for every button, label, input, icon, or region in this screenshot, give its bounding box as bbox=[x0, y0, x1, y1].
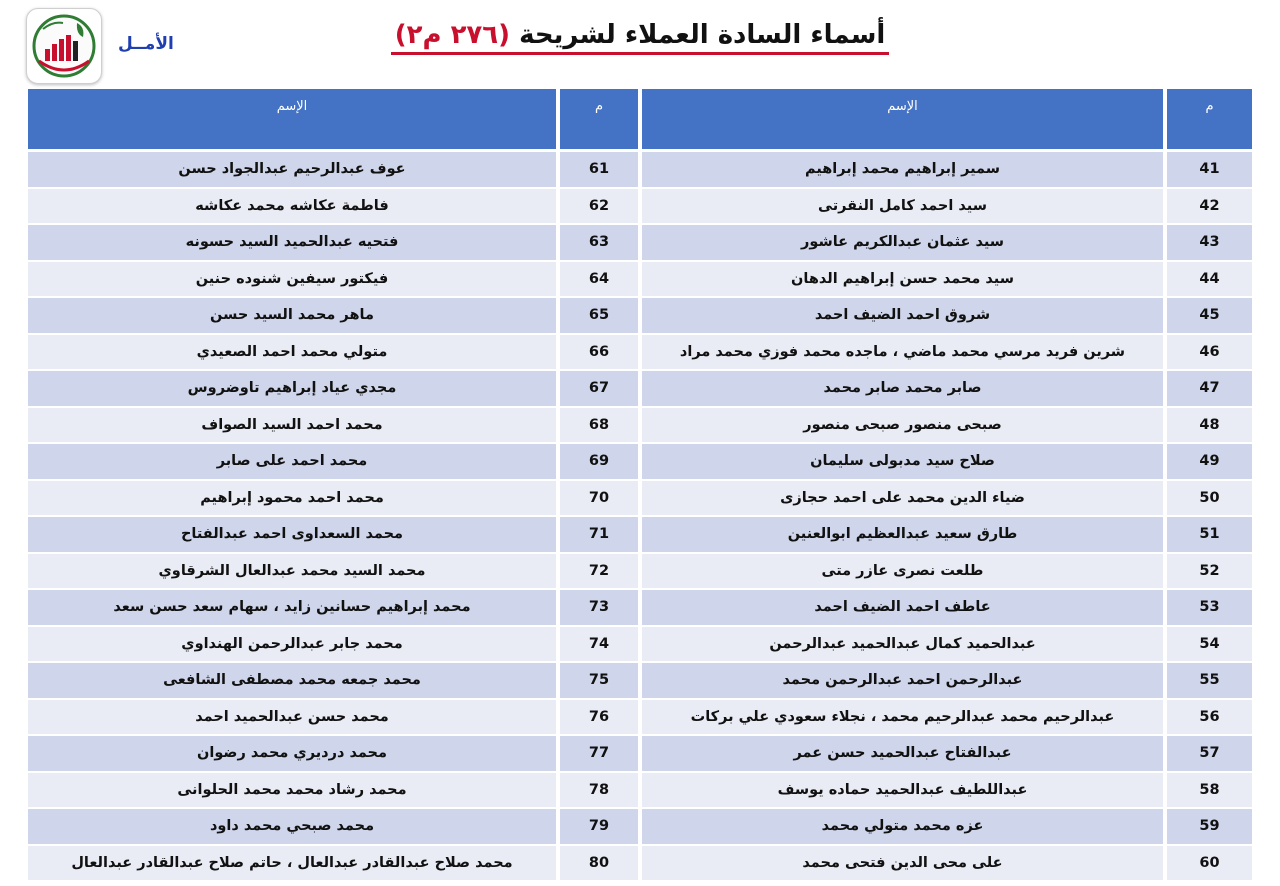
cell-name: محمد جمعه محمد مصطفى الشافعى bbox=[26, 663, 558, 700]
table-row bbox=[26, 262, 1254, 299]
cell-name: محمد صلاح عبدالقادر عبدالعال ، حاتم صلاح عبدالقادر عبدالعال bbox=[26, 846, 558, 883]
table-row bbox=[26, 371, 1254, 408]
cell-name: محمد احمد محمود إبراهيم bbox=[26, 481, 558, 518]
cell-number: 54 bbox=[1165, 627, 1254, 664]
header-number-left: م bbox=[558, 89, 640, 149]
cell-name: محمد احمد السيد الصواف bbox=[26, 408, 558, 445]
cell-number: 78 bbox=[558, 773, 640, 810]
cell-number: 76 bbox=[558, 700, 640, 737]
header-number-right: م bbox=[1165, 89, 1254, 149]
cell-number: 73 bbox=[558, 590, 640, 627]
cell-number: 59 bbox=[1165, 809, 1254, 846]
cell-number: 60 bbox=[1165, 846, 1254, 883]
table-row bbox=[26, 663, 1254, 700]
page-title bbox=[0, 20, 1280, 55]
cell-number: 56 bbox=[1165, 700, 1254, 737]
table-row bbox=[26, 481, 1254, 518]
cell-name: سيد محمد حسن إبراهيم الدهان bbox=[640, 262, 1165, 299]
cell-name: محمد إبراهيم حسانين زايد ، سهام سعد حسن سعد bbox=[26, 590, 558, 627]
cell-number: 77 bbox=[558, 736, 640, 773]
cell-number: 53 bbox=[1165, 590, 1254, 627]
cell-number: 61 bbox=[558, 152, 640, 189]
cell-name: محمد رشاد محمد محمد الحلوانى bbox=[26, 773, 558, 810]
table-row bbox=[26, 408, 1254, 445]
table-row bbox=[26, 335, 1254, 372]
table-row bbox=[26, 298, 1254, 335]
title-main: أسماء السادة العملاء لشريحة bbox=[519, 20, 886, 50]
cell-name: عبدالفتاح عبدالحميد حسن عمر bbox=[640, 736, 1165, 773]
table-row bbox=[26, 809, 1254, 846]
table-row bbox=[26, 517, 1254, 554]
cell-number: 71 bbox=[558, 517, 640, 554]
page-header bbox=[0, 0, 1280, 88]
cell-number: 65 bbox=[558, 298, 640, 335]
cell-number: 79 bbox=[558, 809, 640, 846]
cell-name: على محى الدين فتحى محمد bbox=[640, 846, 1165, 883]
cell-name: صبحى منصور صبحى منصور bbox=[640, 408, 1165, 445]
cell-number: 80 bbox=[558, 846, 640, 883]
cell-name: صلاح سيد مدبولى سليمان bbox=[640, 444, 1165, 481]
title-sub: (٢٧٦ م٢) bbox=[394, 20, 511, 50]
cell-name: فاطمة عكاشه محمد عكاشه bbox=[26, 189, 558, 226]
cell-name: ماهر محمد السيد حسن bbox=[26, 298, 558, 335]
table-row bbox=[26, 700, 1254, 737]
cell-number: 58 bbox=[1165, 773, 1254, 810]
cell-name: محمد جابر عبدالرحمن الهنداوي bbox=[26, 627, 558, 664]
cell-number: 62 bbox=[558, 189, 640, 226]
cell-name: متولي محمد احمد الصعيدي bbox=[26, 335, 558, 372]
cell-name: مجدي عياد إبراهيم تاوضروس bbox=[26, 371, 558, 408]
cell-name: محمد السعداوى احمد عبدالفتاح bbox=[26, 517, 558, 554]
clients-table-container bbox=[26, 89, 1254, 882]
cell-name: عزه محمد متولي محمد bbox=[640, 809, 1165, 846]
table-header-row bbox=[26, 89, 1254, 149]
cell-name: شرين فريد مرسي محمد ماضي ، ماجده محمد فوزي محمد مراد bbox=[640, 335, 1165, 372]
table-row bbox=[26, 444, 1254, 481]
cell-number: 72 bbox=[558, 554, 640, 591]
cell-name: محمد السيد محمد عبدالعال الشرقاوي bbox=[26, 554, 558, 591]
cell-name: عوف عبدالرحيم عبدالجواد حسن bbox=[26, 152, 558, 189]
cell-name: طلعت نصرى عازر متى bbox=[640, 554, 1165, 591]
cell-number: 70 bbox=[558, 481, 640, 518]
cell-name: سيد احمد كامل النقرتى bbox=[640, 189, 1165, 226]
cell-name: عاطف احمد الضيف احمد bbox=[640, 590, 1165, 627]
cell-name: محمد احمد على صابر bbox=[26, 444, 558, 481]
cell-number: 51 bbox=[1165, 517, 1254, 554]
cell-number: 50 bbox=[1165, 481, 1254, 518]
cell-name: محمد حسن عبدالحميد احمد bbox=[26, 700, 558, 737]
table-row bbox=[26, 554, 1254, 591]
cell-number: 42 bbox=[1165, 189, 1254, 226]
cell-name: عبدالرحمن احمد عبدالرحمن محمد bbox=[640, 663, 1165, 700]
cell-number: 43 bbox=[1165, 225, 1254, 262]
header-name-left: الإسم bbox=[26, 89, 558, 149]
cell-number: 55 bbox=[1165, 663, 1254, 700]
table-body bbox=[26, 152, 1254, 882]
cell-number: 41 bbox=[1165, 152, 1254, 189]
cell-number: 57 bbox=[1165, 736, 1254, 773]
cell-number: 74 bbox=[558, 627, 640, 664]
cell-number: 49 bbox=[1165, 444, 1254, 481]
cell-number: 46 bbox=[1165, 335, 1254, 372]
clients-table bbox=[26, 89, 1254, 882]
cell-name: فتحيه عبدالحميد السيد حسونه bbox=[26, 225, 558, 262]
cell-number: 63 bbox=[558, 225, 640, 262]
cell-name: صابر محمد صابر محمد bbox=[640, 371, 1165, 408]
cell-name: فيكتور سيفين شنوده حنين bbox=[26, 262, 558, 299]
cell-name: عبدالرحيم محمد عبدالرحيم محمد ، نجلاء سعودي علي بركات bbox=[640, 700, 1165, 737]
cell-number: 68 bbox=[558, 408, 640, 445]
cell-number: 64 bbox=[558, 262, 640, 299]
table-row bbox=[26, 590, 1254, 627]
header-name-right: الإسم bbox=[640, 89, 1165, 149]
cell-number: 52 bbox=[1165, 554, 1254, 591]
table-row bbox=[26, 846, 1254, 883]
cell-name: ضياء الدين محمد على احمد حجازى bbox=[640, 481, 1165, 518]
cell-number: 45 bbox=[1165, 298, 1254, 335]
cell-number: 66 bbox=[558, 335, 640, 372]
cell-name: طارق سعيد عبدالعظيم ابوالعنين bbox=[640, 517, 1165, 554]
table-row bbox=[26, 152, 1254, 189]
cell-number: 48 bbox=[1165, 408, 1254, 445]
cell-number: 69 bbox=[558, 444, 640, 481]
cell-number: 67 bbox=[558, 371, 640, 408]
cell-number: 44 bbox=[1165, 262, 1254, 299]
cell-name: محمد درديري محمد رضوان bbox=[26, 736, 558, 773]
cell-name: محمد صبحي محمد داود bbox=[26, 809, 558, 846]
cell-name: عبدالحميد كمال عبدالحميد عبدالرحمن bbox=[640, 627, 1165, 664]
cell-number: 47 bbox=[1165, 371, 1254, 408]
cell-name: عبداللطيف عبدالحميد حماده يوسف bbox=[640, 773, 1165, 810]
cell-number: 75 bbox=[558, 663, 640, 700]
table-row bbox=[26, 736, 1254, 773]
cell-name: سمير إبراهيم محمد إبراهيم bbox=[640, 152, 1165, 189]
cell-name: سيد عثمان عبدالكريم عاشور bbox=[640, 225, 1165, 262]
table-row bbox=[26, 773, 1254, 810]
cell-name: شروق احمد الضيف احمد bbox=[640, 298, 1165, 335]
table-row bbox=[26, 225, 1254, 262]
brand-name: الأمــل bbox=[118, 34, 174, 54]
table-row bbox=[26, 189, 1254, 226]
table-row bbox=[26, 627, 1254, 664]
